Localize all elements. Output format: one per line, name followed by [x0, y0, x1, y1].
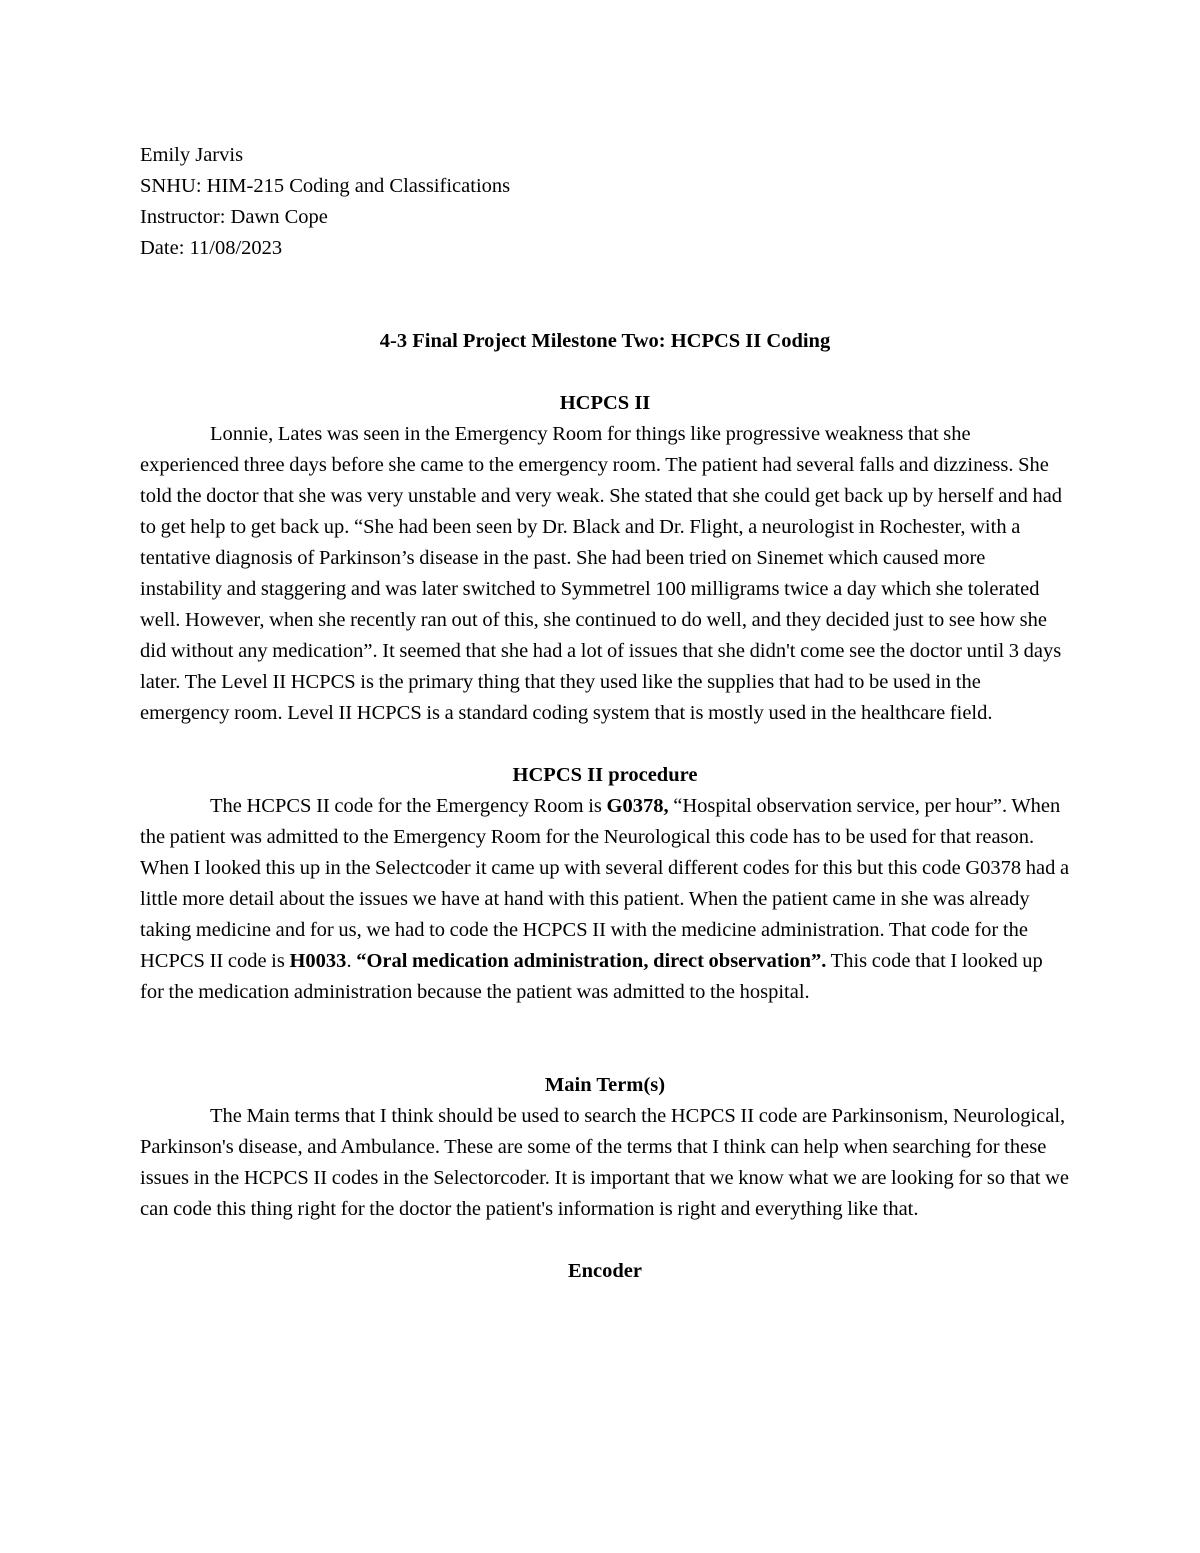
- heading-hcpcs: HCPCS II: [559, 392, 651, 414]
- procedure-closing: This code that I looked up for the medication administration because the patient was admitted to the hospital.: [140, 950, 1043, 1003]
- submission-date: Date: 11/08/2023: [140, 237, 283, 259]
- spacer: [140, 264, 1070, 326]
- spacer: [140, 729, 1070, 760]
- code-h0033-description: “Oral medication administration, direct observation”.: [356, 950, 827, 972]
- paragraph-procedure: [140, 791, 1070, 1008]
- heading-procedure: HCPCS II procedure: [512, 764, 698, 786]
- heading-main-terms: Main Term(s): [544, 1074, 666, 1096]
- spacer: [140, 1225, 1070, 1256]
- author-name: Emily Jarvis: [140, 144, 244, 166]
- heading-encoder: Encoder: [567, 1260, 643, 1282]
- spacer: [140, 357, 1070, 388]
- document-page: [140, 140, 1070, 1287]
- course-name: SNHU: HIM-215 Coding and Classifications: [140, 175, 511, 197]
- code-g0378: G0378,: [606, 795, 669, 817]
- document-title: 4-3 Final Project Milestone Two: HCPCS II Coding: [379, 330, 831, 352]
- code-h0033: H0033: [289, 950, 347, 972]
- spacer: [140, 1008, 1070, 1070]
- paragraph-hcpcs: Lonnie, Lates was seen in the Emergency Room for things like progressive weakness that she experienced three days before she came to the emergency room. The patient had several falls and dizziness. She told the doctor that she was very unstable and very weak. She stated that she could get back up by herself and had to get help to get back up. “She had been seen by Dr. Black and Dr. Flight, a neurologist in Rochester, with a tentative diagnosis of Parkinson’s disease in the past. She had been tried on Sinemet which caused more instability and staggering and was later switched to Symmetrel 100 milligrams twice a day which she tolerated well. However, when she recently ran out of this, she continued to do well, and they decided just to see how she did without any medication”. It seemed that she had a lot of issues that she didn't come see the doctor until 3 days later. The Level II HCPCS is the primary thing that they used like the supplies that had to be used in the emergency room. Level II HCPCS is a standard coding system that is mostly used in the healthcare field.: [140, 423, 1063, 724]
- procedure-text: “Hospital observation service, per hour”. When the patient was admitted to the Emergency Room for the Neurological this code has to be used for that reason. When I looked this up in the Selectcoder it came up with several different codes for this but this code G0378 had a little more detail about the issues we have at hand with this patient. When the patient came in she was already taking medicine and for us, we had to code the HCPCS II with the medicine administration. That code for the HCPCS II code is: [140, 795, 1070, 972]
- procedure-separator: .: [346, 950, 357, 972]
- instructor-name: Instructor: Dawn Cope: [140, 206, 328, 228]
- procedure-intro: The HCPCS II code for the Emergency Room is: [210, 795, 607, 817]
- paragraph-main-terms: The Main terms that I think should be used to search the HCPCS II code are Parkinsonism, Neurological, Parkinson's disease, and Ambulance. These are some of the terms that I think can help when searching for these issues in the HCPCS II codes in the Selectorcoder. It is important that we know what we are looking for so that we can code this thing right for the doctor the patient's information is right and everything like that.: [140, 1105, 1069, 1220]
